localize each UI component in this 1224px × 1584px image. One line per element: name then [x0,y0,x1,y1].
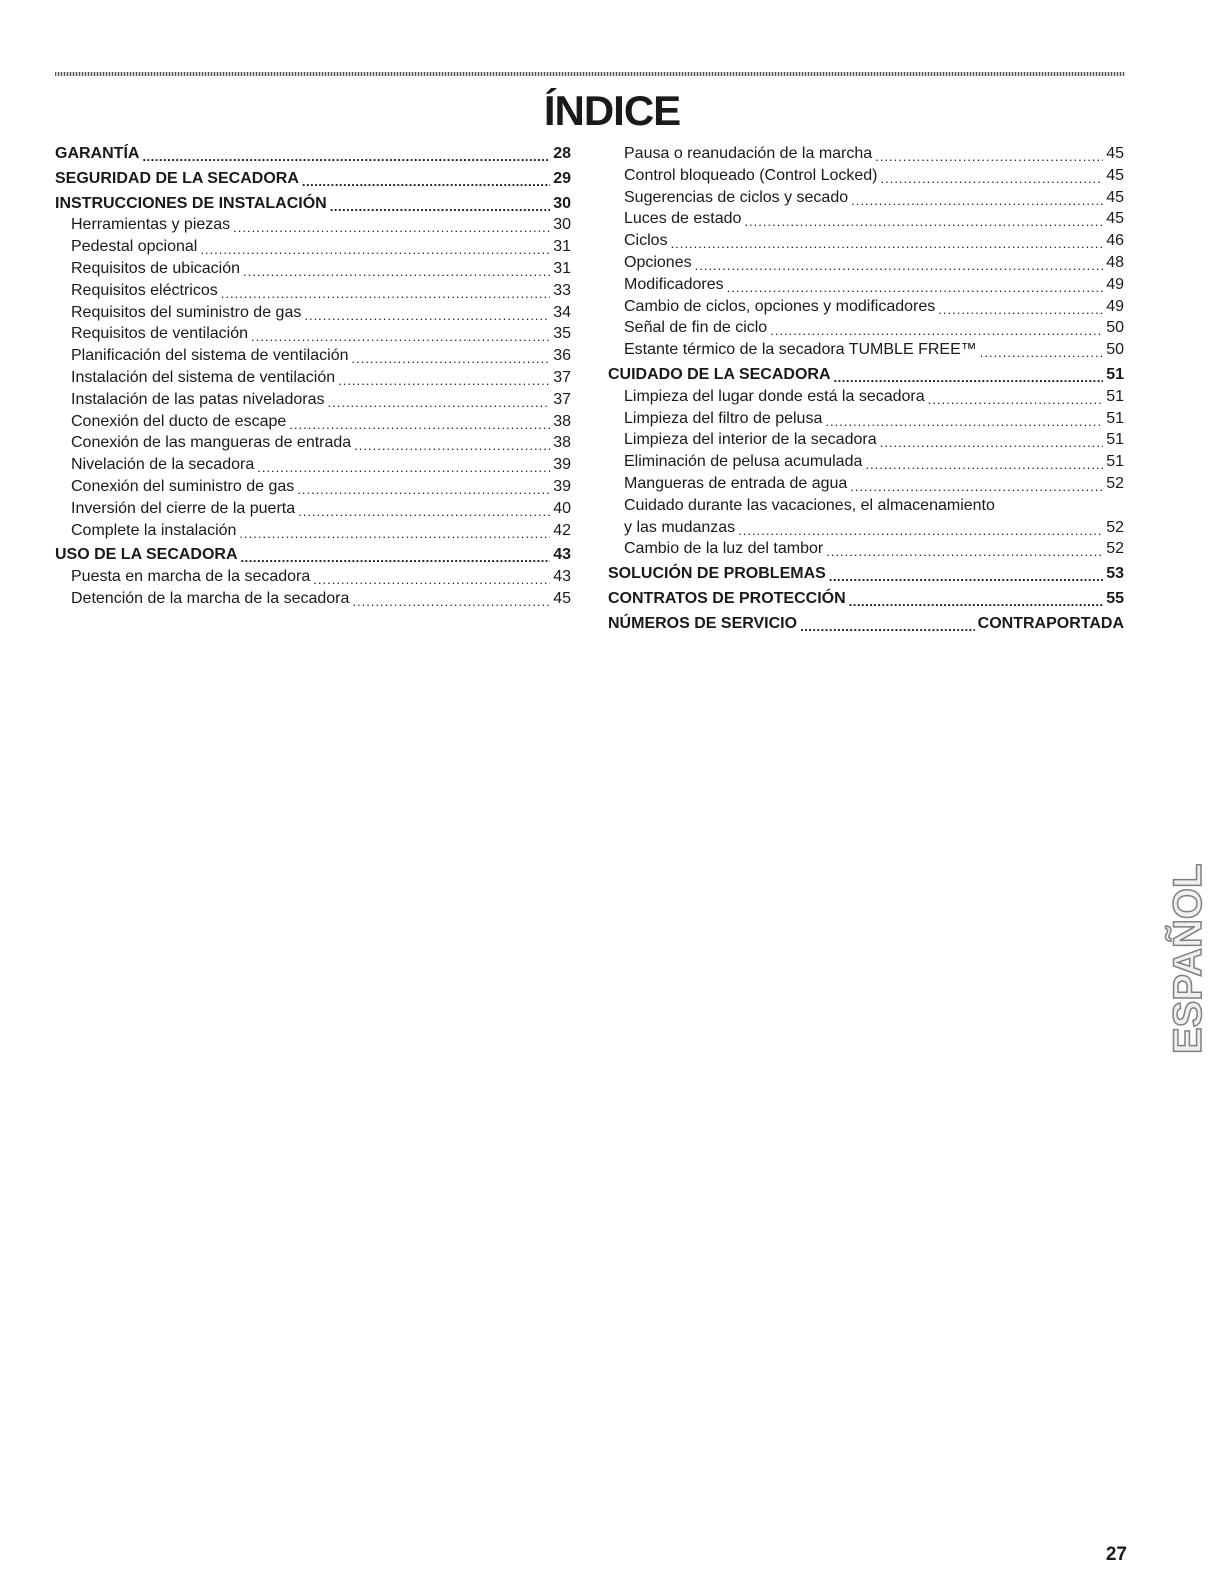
dot-leader [354,436,550,452]
toc-entry-page: CONTRAPORTADA [977,614,1124,632]
dot-leader [239,524,550,540]
toc-entry-page: 40 [553,499,571,517]
toc-subsection [55,323,571,345]
toc-entry-label: Detención de la marcha de la secadora [71,589,350,607]
dot-leader [826,542,1103,558]
toc-entry-page: 52 [1106,540,1124,558]
toc-section [55,544,571,566]
dot-leader [352,592,550,608]
toc-entry-page: 30 [553,194,571,212]
dot-leader [744,212,1103,228]
toc-subsection [608,517,1124,539]
dot-leader [800,617,975,633]
toc-subsection [608,230,1124,252]
toc-entry-page: 38 [553,434,571,452]
toc-entry-label: Requisitos de ubicación [71,259,240,277]
toc-entry-page: 29 [553,169,571,187]
toc-entry-page: 52 [1106,518,1124,536]
toc-entry-page: 45 [1106,145,1124,162]
toc-subsection [608,538,1124,560]
page-title: ÍNDICE [543,87,681,134]
toc-entry-label: GARANTÍA [55,145,140,162]
toc-section [55,168,571,190]
toc-entry-label: Mangueras de entrada de agua [624,474,848,492]
toc-subsection [608,408,1124,430]
toc-subsection [55,345,571,367]
toc-entry-page: 37 [553,368,571,386]
toc-section [55,143,571,165]
toc-entry-label: Instalación de las patas niveladoras [71,390,325,408]
toc-subsection [608,317,1124,339]
toc-entry-label: Conexión del suministro de gas [71,477,295,495]
toc-entry-page: 51 [1106,409,1124,427]
toc-subsection [608,296,1124,318]
toc-subsection [55,411,571,433]
top-rule [55,72,1125,76]
toc-entry-page: 30 [553,216,571,234]
language-side-tab: ESPAÑOL [1166,863,1210,1054]
toc-subsection [608,451,1124,473]
toc-right-column [608,143,1124,635]
toc-section [55,193,571,215]
toc-entry-page: 51 [1106,453,1124,471]
dot-leader [351,349,550,365]
toc-entry-label: Requisitos eléctricos [71,281,218,299]
toc-entry-page: 51 [1106,365,1124,383]
toc-entry-label: Puesta en marcha de la secadora [71,568,311,586]
toc-entry-label: Limpieza del interior de la secadora [624,431,877,449]
toc-subsection [55,454,571,476]
toc-subsection [608,429,1124,451]
dot-leader [200,240,550,256]
toc-subsection [55,389,571,411]
dot-leader [313,570,550,586]
toc-entry-page: 42 [553,521,571,539]
dot-leader [865,455,1103,471]
toc-entry-label: Instalación del sistema de ventilación [71,368,336,386]
toc-entry-label: Inversión del cierre de la puerta [71,499,296,517]
toc-entry-page: 43 [553,546,571,564]
dot-leader [834,368,1104,384]
dot-leader [880,169,1103,185]
toc-entry-page: 36 [553,347,571,365]
toc-entry-label: Control bloqueado (Control Locked) [624,166,878,184]
toc-entry-label: Opciones [624,253,692,271]
toc-subsection [608,339,1124,361]
toc-entry-label: Limpieza del lugar donde está la secadora [624,387,925,405]
toc-entry-label: Ciclos [624,232,668,250]
toc-entry-label: CONTRATOS DE PROTECCIÓN [608,589,846,607]
toc-entry-page: 49 [1106,297,1124,315]
toc-subsection [55,520,571,542]
toc-entry-page: 51 [1106,387,1124,405]
toc-entry-label: Requisitos de ventilación [71,325,248,343]
toc-subsection [608,143,1124,165]
page-number: 27 [1105,1544,1127,1565]
dot-leader [289,415,550,431]
toc-entry-label: Conexión del ducto de escape [71,412,287,430]
toc-entry-label: Cambio de la luz del tambor [624,540,824,558]
toc-entry-page: 51 [1106,431,1124,449]
toc-entry-page: 53 [1106,565,1124,583]
dot-leader [251,327,550,343]
dot-leader [298,502,550,518]
toc-subsection [55,258,571,280]
toc-entry-page: 52 [1106,474,1124,492]
toc-entry-page: 28 [553,145,571,162]
toc-subsection [608,187,1124,209]
toc-entry-label: Sugerencias de ciclos y secado [624,188,849,206]
toc-subsection [55,566,571,588]
toc-entry-line: Cuidado durante las vacaciones, el almacenamiento [624,496,995,514]
toc-entry-label: SOLUCIÓN DE PROBLEMAS [608,565,826,583]
toc-entry-label: CUIDADO DE LA SECADORA [608,365,831,383]
toc-entry-page: 43 [553,568,571,586]
toc-entry-label: INSTRUCCIONES DE INSTALACIÓN [55,194,327,212]
dot-leader [671,234,1104,250]
dot-leader [770,321,1103,337]
dot-leader [880,433,1104,449]
toc-entry-page: 45 [1106,166,1124,184]
toc-subsection [608,274,1124,296]
toc-entry-label: USO DE LA SECADORA [55,546,238,564]
toc-entry-label: SEGURIDAD DE LA SECADORA [55,169,299,187]
dot-leader [233,218,550,234]
toc-entry-page: 45 [1106,188,1124,206]
toc-section [608,364,1124,386]
toc-entry-label: Limpieza del filtro de pelusa [624,409,823,427]
toc-entry-page: 49 [1106,275,1124,293]
toc-entry-page: 34 [553,303,571,321]
toc-entry-label: Eliminación de pelusa acumulada [624,453,863,471]
dot-leader [928,390,1104,406]
dot-leader [727,278,1104,294]
dot-leader [738,521,1103,537]
dot-leader [980,343,1103,359]
toc-subsection [55,280,571,302]
toc-entry-label: Pedestal opcional [71,238,198,256]
toc-subsection [608,473,1124,495]
toc-entry-page: 39 [553,456,571,474]
toc-subsection [608,386,1124,408]
dot-leader [328,393,551,409]
toc-entry-page: 31 [553,259,571,277]
toc-section [608,563,1124,585]
dot-leader [829,567,1103,583]
toc-entry-page: 38 [553,412,571,430]
dot-leader [851,191,1103,207]
toc-entry-label: Complete la instalación [71,521,237,539]
toc-subsection [55,214,571,236]
toc-entry-page: 37 [553,390,571,408]
dot-leader [243,262,550,278]
toc-subsection [608,252,1124,274]
toc-entry-label: Herramientas y piezas [71,216,231,234]
toc-entry-label: Modificadores [624,275,724,293]
toc-entry-page: 48 [1106,253,1124,271]
dot-leader [302,172,550,188]
dot-leader [297,480,550,496]
toc-entry-label: Planificación del sistema de ventilación [71,347,349,365]
toc-section [608,613,1124,635]
toc-entry-page: 45 [553,589,571,607]
toc-section [608,588,1124,610]
toc-entry-label: NÚMEROS DE SERVICIO [608,614,798,632]
dot-leader [304,306,550,322]
toc-subsection [55,588,571,610]
toc-entry-page: 50 [1106,341,1124,359]
dot-leader [849,592,1104,608]
dot-leader [257,458,550,474]
toc-entry-page: 50 [1106,319,1124,337]
dot-leader [338,371,550,387]
dot-leader [695,256,1104,272]
toc-entry-page: 35 [553,325,571,343]
toc-entry-page: 33 [553,281,571,299]
toc-subsection [55,236,571,258]
toc-subsection [55,476,571,498]
toc-subsection [55,498,571,520]
dot-leader [241,548,551,564]
dot-leader [330,197,550,213]
toc-entry-page: 55 [1106,589,1124,607]
dot-leader [825,412,1103,428]
toc-entry-page: 46 [1106,232,1124,250]
toc-entry-page: 39 [553,477,571,495]
toc-subsection [55,302,571,324]
dot-leader [850,477,1103,493]
toc-entry-label: Nivelación de la secadora [71,456,255,474]
toc-entry-page: 45 [1106,210,1124,228]
toc-entry-page: 31 [553,238,571,256]
dot-leader [938,300,1103,316]
toc-entry-label: Señal de fin de ciclo [624,319,768,337]
toc-subsection [608,208,1124,230]
dot-leader [142,147,550,163]
toc-subsection [608,165,1124,187]
toc-subsection [55,367,571,389]
toc-entry-label: Luces de estado [624,210,742,228]
toc-subsection [55,432,571,454]
toc-left-column [55,143,571,610]
toc-entry-label: Conexión de las mangueras de entrada [71,434,352,452]
dot-leader [875,147,1103,163]
dot-leader [221,284,550,300]
toc-entry-label: Cambio de ciclos, opciones y modificadores [624,297,936,315]
toc-entry-label: y las mudanzas [624,518,736,536]
toc-entry-label: Estante térmico de la secadora TUMBLE FREE™ [624,341,977,359]
toc-entry-label: Pausa o reanudación de la marcha [624,145,873,162]
toc-entry-label: Requisitos del suministro de gas [71,303,302,321]
